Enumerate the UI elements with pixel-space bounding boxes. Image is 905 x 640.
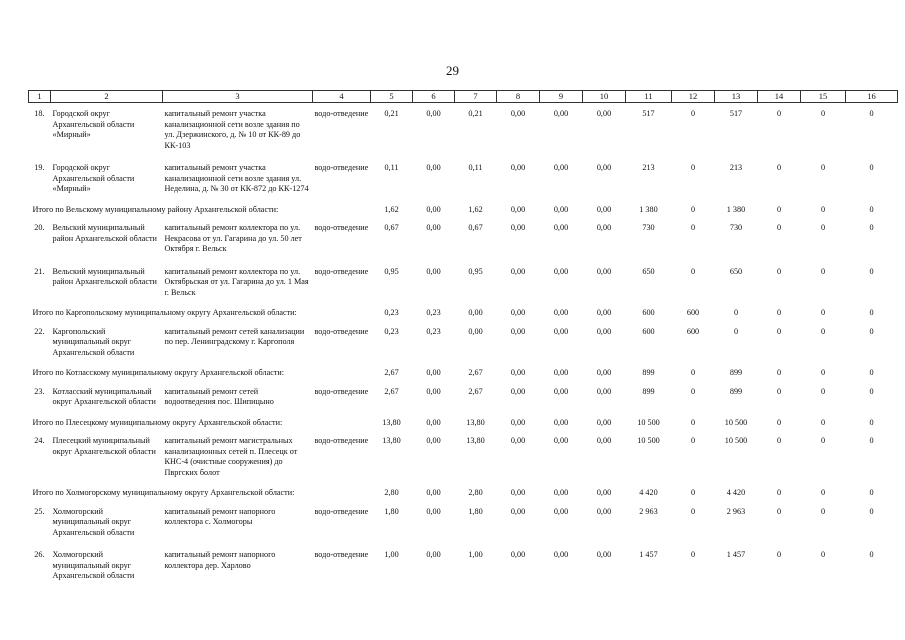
subtotal-row [29, 364, 898, 381]
value-cell: 0 [869, 266, 874, 276]
municipality-name: Вельский муниципальный район Архангельской области [52, 223, 157, 243]
value-cell: 0 [869, 386, 874, 396]
column-header: 1 [29, 91, 51, 103]
value-cell: 2,67 [468, 368, 483, 377]
value-cell: 13,80 [382, 436, 401, 445]
value-cell: 517 [729, 109, 743, 118]
value-cell: 0,00 [426, 109, 441, 118]
value-cell: 1 457 [726, 550, 746, 559]
value-cell: 0,00 [426, 163, 441, 172]
value-cell: 2 963 [726, 506, 746, 516]
value-cell: 0,00 [510, 417, 526, 427]
value-cell: 0,00 [426, 223, 441, 232]
value-cell: 2,80 [468, 488, 483, 497]
value-cell: 0,00 [596, 308, 612, 317]
value-cell: 0 [690, 506, 696, 516]
service-type: водо-отведение [314, 109, 369, 118]
work-description: капитальный ремонт коллектора по ул. Октябрьская от ул. Гагарина до ул. 1 Мая г. Вельск [164, 266, 309, 297]
service-type: водо-отведение [314, 223, 369, 232]
value-cell: 0,00 [510, 204, 526, 214]
subtotal-row [29, 304, 898, 321]
value-cell: 0 [820, 163, 826, 172]
value-cell: 0 [776, 109, 782, 118]
value-cell: 600 [642, 326, 655, 336]
value-cell: 0,00 [553, 550, 569, 559]
service-type: водо-отведение [314, 386, 369, 396]
value-cell: 0 [776, 417, 782, 427]
value-cell: 0,00 [510, 436, 526, 445]
value-cell: 2 963 [639, 506, 658, 516]
value-cell: 0,00 [510, 109, 526, 118]
subtotal-row [29, 484, 898, 501]
value-cell: 0 [869, 488, 874, 497]
subtotal-row [29, 201, 898, 218]
value-cell: 0 [776, 204, 782, 214]
value-cell: 0,00 [553, 266, 569, 276]
value-cell: 0 [820, 204, 826, 214]
value-cell: 0,00 [596, 488, 612, 497]
value-cell: 0,00 [426, 386, 441, 396]
value-cell: 0 [820, 506, 826, 516]
value-cell: 0,95 [384, 266, 399, 276]
value-cell: 0,00 [510, 163, 526, 172]
value-cell: 899 [642, 386, 655, 396]
page-number: 29 [446, 63, 459, 78]
value-cell: 0 [869, 550, 874, 559]
value-cell: 0 [776, 488, 782, 497]
value-cell: 0 [820, 308, 826, 317]
value-cell: 0,00 [553, 506, 569, 516]
value-cell: 4 420 [726, 488, 746, 497]
value-cell: 0,23 [384, 326, 399, 336]
value-cell: 0 [776, 308, 782, 317]
row-number: 25. [34, 506, 45, 516]
value-cell: 0,00 [426, 436, 441, 445]
value-cell: 0 [776, 550, 782, 559]
value-cell: 0,23 [426, 308, 441, 317]
table-body [29, 103, 898, 588]
value-cell: 2,80 [384, 488, 399, 497]
value-cell: 0,00 [596, 223, 612, 232]
value-cell: 0 [869, 204, 874, 214]
column-header: 7 [455, 91, 497, 103]
work-description: капитальный ремонт сетей водоотведения пос. Шипицыно [164, 386, 274, 406]
subtotal-label: Итого по Плесецкому муниципальному округу Архангельской области: [32, 417, 283, 427]
value-cell: 0,00 [510, 386, 526, 396]
value-cell: 4 420 [639, 488, 658, 497]
work-description: капитальный ремонт магистральных канализационных сетей п. Плесецк от КНС-4 (очистные сооружения) до Пвргских болот [164, 436, 298, 477]
value-cell: 0,00 [426, 204, 441, 214]
value-cell: 0 [690, 223, 696, 232]
value-cell: 0 [776, 163, 782, 172]
service-type: водо-отведение [314, 436, 369, 445]
value-cell: 0,00 [553, 368, 569, 377]
value-cell: 1 380 [726, 204, 746, 214]
value-cell: 899 [729, 368, 743, 377]
value-cell: 1 380 [639, 204, 658, 214]
value-cell: 0 [690, 550, 696, 559]
value-cell: 0,00 [510, 550, 526, 559]
work-description: капитальный ремонт участка канализационной сети возле здания ул. Неделина, д. № 30 от КК-872 до КК-1274 [164, 163, 309, 193]
value-cell: 0,00 [553, 223, 569, 232]
value-cell: 0 [690, 163, 696, 172]
value-cell: 0,00 [596, 386, 612, 396]
value-cell: 0,00 [553, 326, 569, 336]
value-cell: 0 [733, 326, 739, 336]
value-cell: 0 [776, 386, 782, 396]
service-type: водо-отведение [314, 163, 369, 172]
value-cell: 13,80 [466, 417, 485, 427]
value-cell: 1,00 [384, 550, 399, 559]
value-cell: 2,67 [468, 386, 483, 396]
value-cell: 1,62 [468, 204, 483, 214]
value-cell: 650 [642, 266, 655, 276]
work-description: капитальный ремонт напорного коллектора с. Холмогоры [164, 506, 276, 526]
value-cell: 1,80 [468, 506, 483, 516]
value-cell: 0 [690, 109, 696, 118]
work-description: капитальный ремонт коллектора по ул. Некрасова от ул. Гагарина до ул. 50 лет Октября г. Вельск [164, 223, 302, 253]
value-cell: 0 [820, 109, 826, 118]
value-cell: 0 [776, 326, 782, 336]
municipality-name: Городской округ Архангельской области «Мирный» [52, 163, 135, 193]
table-row [29, 381, 898, 414]
row-number: 19. [34, 163, 45, 172]
value-cell: 0,00 [553, 308, 569, 317]
municipality-name: Котласский муниципальный округ Архангельской области [52, 386, 156, 406]
value-cell: 730 [642, 223, 655, 232]
value-cell: 0,00 [596, 266, 612, 276]
column-header: 16 [846, 91, 898, 103]
service-type: водо-отведение [314, 266, 369, 276]
value-cell: 0,00 [510, 223, 526, 232]
value-cell: 0 [820, 223, 826, 232]
value-cell: 0,00 [553, 109, 569, 118]
municipality-name: Каргопольский муниципальный округ Архангельской области [52, 326, 135, 357]
row-number: 26. [34, 550, 45, 559]
value-cell: 0 [820, 417, 826, 427]
table-row [29, 544, 898, 588]
value-cell: 0,11 [468, 163, 483, 172]
value-cell: 1 457 [639, 550, 658, 559]
column-header: 10 [583, 91, 626, 103]
value-cell: 0 [820, 326, 826, 336]
row-number: 23. [34, 386, 45, 396]
value-cell: 0,67 [384, 223, 399, 232]
value-cell: 0 [690, 488, 696, 497]
column-header: 6 [413, 91, 455, 103]
value-cell: 0,00 [553, 436, 569, 445]
row-number: 20. [34, 223, 45, 232]
value-cell: 0,00 [596, 204, 612, 214]
value-cell: 0 [690, 386, 696, 396]
value-cell: 10 500 [724, 417, 748, 427]
value-cell: 0,00 [596, 163, 612, 172]
value-cell: 0,00 [468, 326, 483, 336]
subtotal-label: Итого по Каргопольскому муниципальному округу Архангельской области: [32, 308, 297, 317]
value-cell: 0,00 [596, 326, 612, 336]
value-cell: 899 [642, 368, 655, 377]
column-header: 5 [371, 91, 413, 103]
table-row [29, 430, 898, 484]
value-cell: 0 [869, 506, 874, 516]
work-description: капитальный ремонт сетей канализации по пер. Ленинградскому г. Каргополя [164, 326, 305, 346]
value-cell: 0,21 [468, 109, 483, 118]
value-cell: 0 [820, 436, 826, 445]
value-cell: 1,00 [468, 550, 483, 559]
column-header: 2 [51, 91, 163, 103]
service-type: водо-отведение [314, 326, 369, 336]
value-cell: 0 [869, 308, 874, 317]
municipality-name: Вельский муниципальный район Архангельской области [52, 266, 157, 286]
municipality-name: Холмогорский муниципальный округ Архангельской области [52, 550, 135, 580]
column-header: 9 [540, 91, 583, 103]
table-row [29, 157, 898, 201]
row-number: 24. [34, 436, 45, 445]
municipality-name: Холмогорский муниципальный округ Архангельской области [52, 506, 135, 537]
value-cell: 0,00 [426, 266, 441, 276]
value-cell: 600 [686, 308, 700, 317]
value-cell: 0 [776, 506, 782, 516]
column-header: 3 [163, 91, 313, 103]
value-cell: 0,00 [553, 163, 569, 172]
value-cell: 0,00 [510, 506, 526, 516]
value-cell: 0 [776, 266, 782, 276]
subtotal-label: Итого по Котласскому муниципальному округу Архангельской области: [32, 368, 285, 377]
value-cell: 0,00 [510, 266, 526, 276]
value-cell: 213 [729, 163, 743, 172]
subtotal-label: Итого по Холмогорскому муниципальному округу Архангельской области: [32, 488, 295, 497]
value-cell: 0,21 [384, 109, 399, 118]
value-cell: 0 [690, 417, 696, 427]
table-row [29, 321, 898, 365]
value-cell: 600 [642, 308, 655, 317]
value-cell: 0,00 [553, 417, 569, 427]
value-cell: 730 [729, 223, 743, 232]
subtotal-label: Итого по Вельскому муниципальному району Архангельской области: [32, 204, 279, 214]
value-cell: 600 [686, 326, 700, 336]
value-cell: 0,00 [510, 308, 526, 317]
value-cell: 10 500 [637, 417, 660, 427]
column-header: 13 [715, 91, 758, 103]
table-row [29, 217, 898, 261]
value-cell: 10 500 [637, 436, 660, 445]
value-cell: 0,00 [510, 326, 526, 336]
value-cell: 0,00 [468, 308, 483, 317]
value-cell: 0 [869, 223, 874, 232]
value-cell: 0 [869, 436, 874, 445]
column-header: 12 [672, 91, 715, 103]
value-cell: 650 [729, 266, 743, 276]
value-cell: 0,00 [596, 436, 612, 445]
municipality-name: Городской округ Архангельской области «Мирный» [52, 109, 135, 139]
value-cell: 0,00 [596, 417, 612, 427]
value-cell: 0 [820, 386, 826, 396]
value-cell: 899 [729, 386, 743, 396]
subtotal-row [29, 414, 898, 431]
value-cell: 0,00 [553, 488, 569, 497]
column-header: 14 [758, 91, 801, 103]
value-cell: 0,00 [596, 368, 612, 377]
value-cell: 0,00 [426, 417, 441, 427]
value-cell: 0 [820, 488, 826, 497]
value-cell: 0,00 [596, 506, 612, 516]
row-number: 18. [34, 109, 45, 118]
value-cell: 0,67 [468, 223, 483, 232]
value-cell: 0 [690, 368, 696, 377]
column-header: 11 [626, 91, 672, 103]
value-cell: 0 [776, 223, 782, 232]
value-cell: 0 [869, 163, 874, 172]
value-cell: 0 [690, 204, 696, 214]
value-cell: 0,00 [553, 386, 569, 396]
value-cell: 0,00 [510, 488, 526, 497]
value-cell: 0 [776, 436, 782, 445]
value-cell: 0 [869, 368, 874, 377]
value-cell: 0 [869, 417, 874, 427]
value-cell: 0 [820, 368, 826, 377]
value-cell: 0,00 [426, 368, 441, 377]
value-cell: 13,80 [466, 436, 485, 445]
row-number: 21. [34, 266, 45, 276]
value-cell: 10 500 [724, 436, 748, 445]
table-row [29, 261, 898, 305]
value-cell: 0,00 [553, 204, 569, 214]
column-header-row [29, 91, 898, 103]
value-cell: 0 [869, 326, 874, 336]
municipality-name: Плесецкий муниципальный округ Архангельской области [52, 436, 156, 456]
value-cell: 0,00 [426, 550, 441, 559]
value-cell: 0,00 [596, 109, 612, 118]
value-cell: 0,23 [426, 326, 441, 336]
value-cell: 0,00 [426, 488, 441, 497]
table-row [29, 501, 898, 545]
work-description: капитальный ремонт напорного коллектора дер. Харлово [164, 550, 276, 570]
value-cell: 0,11 [384, 163, 399, 172]
data-table [28, 90, 898, 588]
row-number: 22. [34, 326, 45, 336]
value-cell: 0,00 [596, 550, 612, 559]
value-cell: 1,62 [384, 204, 399, 214]
value-cell: 1,80 [384, 506, 399, 516]
service-type: водо-отведение [314, 550, 369, 559]
value-cell: 0,95 [468, 266, 483, 276]
value-cell: 0 [690, 266, 696, 276]
value-cell: 517 [642, 109, 655, 118]
column-header: 15 [801, 91, 846, 103]
value-cell: 0 [820, 266, 826, 276]
column-header: 4 [313, 91, 371, 103]
column-header: 8 [497, 91, 540, 103]
value-cell: 2,67 [384, 368, 399, 377]
value-cell: 0,00 [426, 506, 441, 516]
value-cell: 0 [733, 308, 739, 317]
value-cell: 0,00 [510, 368, 526, 377]
value-cell: 0,23 [384, 308, 399, 317]
value-cell: 0 [690, 436, 696, 445]
work-description: капитальный ремонт участка канализационной сети возле здания по ул. Дзержинского, д. № 10 от КК-89 до КК-103 [164, 109, 301, 150]
value-cell: 13,80 [382, 417, 401, 427]
service-type: водо-отведение [314, 506, 369, 516]
value-cell: 0 [776, 368, 782, 377]
value-cell: 213 [642, 163, 655, 172]
value-cell: 0 [820, 550, 826, 559]
table-row [29, 103, 898, 158]
value-cell: 0 [869, 109, 874, 118]
value-cell: 2,67 [384, 386, 399, 396]
